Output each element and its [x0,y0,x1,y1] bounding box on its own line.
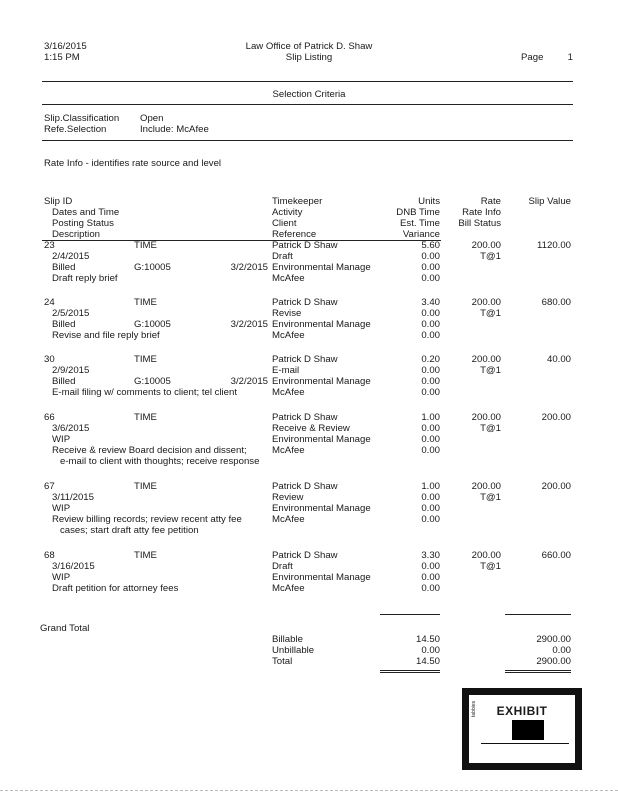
totals-value: 2900.00 [536,634,571,645]
slip-rate-info: T@1 [480,251,501,262]
slip-id: 24 [44,297,55,308]
col-header-reference: Reference [272,229,317,240]
slip-reference: McAfee [272,583,305,594]
slip-status: WIP [52,434,71,445]
report-title: Slip Listing [285,52,333,63]
slip-rate: 200.00 [471,481,501,492]
totals-value: 2900.00 [536,656,571,667]
slip-timekeeper: Patrick D Shaw [272,240,338,251]
office-name: Law Office of Patrick D. Shaw [245,41,373,52]
slip-rate: 200.00 [471,550,501,561]
page-number: 1 [567,52,573,63]
slip-entry [0,412,618,467]
exhibit-vertical-text: tabbies [471,700,477,717]
slip-description: cases; start draft atty fee petition [60,525,199,536]
report-date: 3/16/2015 [44,41,87,52]
slip-rate-info: T@1 [480,423,501,434]
col-header-units: Units [418,196,440,207]
col-header-slip-value: Slip Value [528,196,571,207]
exhibit-title: EXHIBIT [496,704,548,718]
slip-rate: 200.00 [471,297,501,308]
slip-value: 200.00 [541,481,571,492]
divider [42,81,573,82]
slip-date: 2/9/2015 [52,365,90,376]
col-header-rate-info: Rate Info [462,207,501,218]
slip-date: 2/5/2015 [52,308,90,319]
slip-activity: Draft [272,251,293,262]
slip-units: 0.20 [421,354,440,365]
slip-entry [0,240,618,288]
slip-invoice: G:10005 [134,262,171,273]
slip-id: 67 [44,481,55,492]
col-header-slip-id: Slip ID [44,196,73,207]
slip-rate: 200.00 [471,412,501,423]
totals-value: 0.00 [552,645,571,656]
slip-type: TIME [134,297,157,308]
slip-description: Draft reply brief [52,273,118,284]
slip-type: TIME [134,481,157,492]
slip-invoice: G:10005 [134,319,171,330]
slip-status: Billed [52,376,76,387]
totals-units: 14.50 [415,656,440,667]
slip-variance: 0.00 [421,514,440,525]
slip-id: 66 [44,412,55,423]
slip-est: 0.00 [421,503,440,514]
slip-est: 0.00 [421,376,440,387]
slip-type: TIME [134,240,157,251]
slip-description: e-mail to client with thoughts; receive response [60,456,260,467]
slip-timekeeper: Patrick D Shaw [272,354,338,365]
slip-est: 0.00 [421,319,440,330]
slip-value: 660.00 [541,550,571,561]
slip-units: 5.60 [421,240,440,251]
slip-id: 23 [44,240,55,251]
slip-rate: 200.00 [471,354,501,365]
slip-value: 200.00 [541,412,571,423]
selection-criteria-title: Selection Criteria [272,89,346,100]
slip-invoice: G:10005 [134,376,171,387]
slip-type: TIME [134,550,157,561]
slip-reference: McAfee [272,445,305,456]
totals-double-rule [380,672,440,673]
slip-reference: McAfee [272,514,305,525]
slip-dnb: 0.00 [421,492,440,503]
slip-date: 2/4/2015 [52,251,90,262]
slip-entry [0,354,618,402]
slip-status: WIP [52,572,71,583]
slip-date: 3/11/2015 [52,492,94,503]
col-header-dnb: DNB Time [396,207,440,218]
criteria-value: Open [140,113,164,124]
slip-dnb: 0.00 [421,423,440,434]
slip-status: Billed [52,319,76,330]
slip-client: Environmental Manage [272,376,371,387]
page-label: Page [521,52,544,63]
col-header-variance: Variance [402,229,440,240]
slip-date: 3/6/2015 [52,423,90,434]
slip-description: E-mail filing w/ comments to client; tel client [52,387,238,398]
slip-rate: 200.00 [471,240,501,251]
col-header-timekeeper: Timekeeper [272,196,323,207]
slip-type: TIME [134,354,157,365]
slip-description: Review billing records; review recent atty fee [52,514,242,525]
slip-dnb: 0.00 [421,308,440,319]
slip-bill-date: 3/2/2015 [230,319,268,330]
totals-label: Total [272,656,293,667]
slip-rate-info: T@1 [480,308,501,319]
slip-client: Environmental Manage [272,319,371,330]
slip-variance: 0.00 [421,445,440,456]
slip-variance: 0.00 [421,387,440,398]
col-header-bill-status: Bill Status [458,218,501,229]
slip-timekeeper: Patrick D Shaw [272,550,338,561]
slip-variance: 0.00 [421,583,440,594]
slip-units: 3.40 [421,297,440,308]
divider [42,104,573,105]
slip-reference: McAfee [272,330,305,341]
slip-entry [0,481,618,536]
slip-rate-info: T@1 [480,365,501,376]
divider [42,140,573,141]
slip-est: 0.00 [421,434,440,445]
slip-timekeeper: Patrick D Shaw [272,481,338,492]
totals-rule [505,614,571,615]
totals-units: 0.00 [421,645,440,656]
slip-activity: Revise [272,308,302,319]
slip-units: 3.30 [421,550,440,561]
slip-client: Environmental Manage [272,262,371,273]
slip-units: 1.00 [421,481,440,492]
grand-total-title: Grand Total [40,623,90,634]
slip-bill-date: 3/2/2015 [230,262,268,273]
slip-rate-info: T@1 [480,492,501,503]
totals-label: Unbillable [272,645,315,656]
slip-entry [0,550,618,598]
slip-dnb: 0.00 [421,251,440,262]
redaction-block [512,720,544,740]
slip-timekeeper: Patrick D Shaw [272,297,338,308]
slip-description: Revise and file reply brief [52,330,160,341]
slip-value: 1120.00 [537,240,571,251]
col-header-activity: Activity [272,207,303,218]
slip-id: 30 [44,354,55,365]
totals-double-rule [380,670,440,671]
slip-units: 1.00 [421,412,440,423]
col-header-est: Est. Time [400,218,440,229]
slip-client: Environmental Manage [272,503,371,514]
col-header-dates: Dates and Time [52,207,120,218]
slip-est: 0.00 [421,572,440,583]
rate-info-note: Rate Info - identifies rate source and level [44,158,222,169]
report-time: 1:15 PM [44,52,80,63]
slip-dnb: 0.00 [421,561,440,572]
slip-activity: E-mail [272,365,300,376]
scan-artifact-line [0,790,618,791]
slip-activity: Receive & Review [272,423,350,434]
exhibit-sticker [462,688,582,770]
slip-status: WIP [52,503,71,514]
slip-bill-date: 3/2/2015 [230,376,268,387]
slip-client: Environmental Manage [272,572,371,583]
slip-reference: McAfee [272,387,305,398]
slip-description: Draft petition for attorney fees [52,583,179,594]
slip-status: Billed [52,262,76,273]
slip-rate-info: T@1 [480,561,501,572]
col-header-posting: Posting Status [52,218,114,229]
slip-description: Receive & review Board decision and dissent; [52,445,247,456]
criteria-value: Include: McAfee [140,124,209,135]
totals-rule [380,614,440,615]
slip-activity: Review [272,492,304,503]
col-header-description: Description [52,229,100,240]
totals-double-rule [505,670,571,671]
exhibit-signature-line [481,743,569,744]
criteria-label: Refe.Selection [44,124,107,135]
slip-type: TIME [134,412,157,423]
slip-dnb: 0.00 [421,365,440,376]
slip-reference: McAfee [272,273,305,284]
slip-variance: 0.00 [421,330,440,341]
totals-units: 14.50 [415,634,440,645]
slip-value: 680.00 [541,297,571,308]
col-header-rate: Rate [480,196,501,207]
totals-double-rule [505,672,571,673]
slip-timekeeper: Patrick D Shaw [272,412,338,423]
slip-value: 40.00 [546,354,571,365]
col-header-client: Client [272,218,297,229]
slip-client: Environmental Manage [272,434,371,445]
slip-id: 68 [44,550,55,561]
slip-date: 3/16/2015 [52,561,95,572]
slip-entry [0,297,618,345]
criteria-label: Slip.Classification [44,113,120,124]
slip-activity: Draft [272,561,293,572]
slip-est: 0.00 [421,262,440,273]
totals-label: Billable [272,634,303,645]
slip-variance: 0.00 [421,273,440,284]
